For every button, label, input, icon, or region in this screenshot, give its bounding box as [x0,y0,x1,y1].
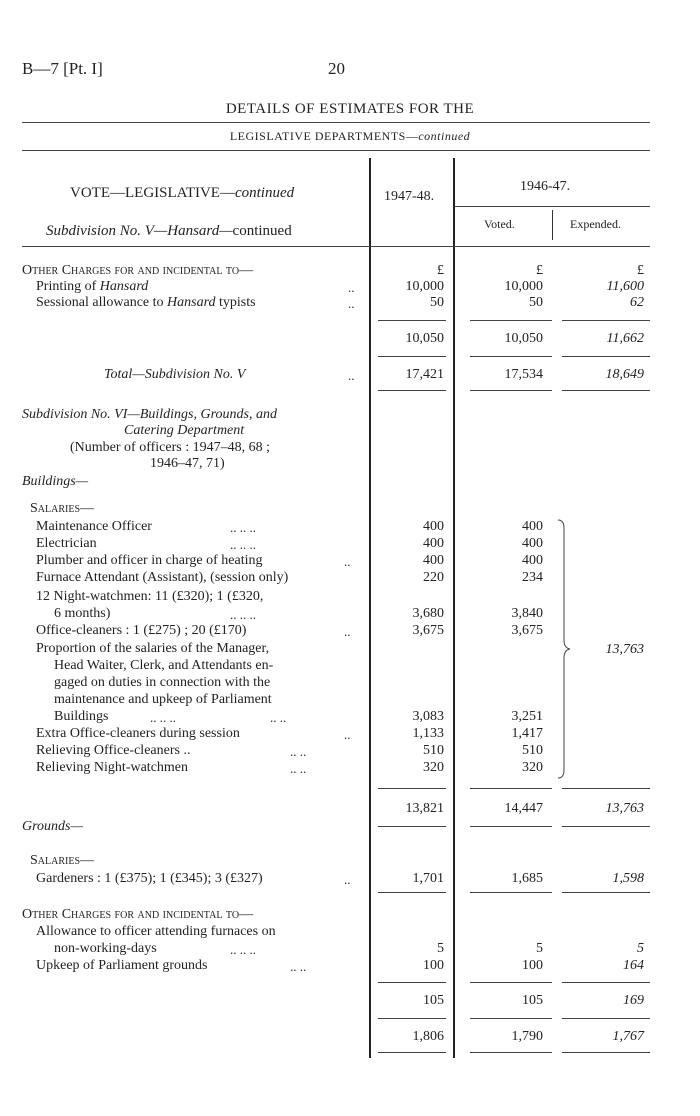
col-expended-header: Expended. [570,217,621,231]
leader-dots: .. [348,368,355,383]
salaries-heading: Salaries— [30,501,95,516]
leader-dots: .. .. .. [230,942,256,957]
row-label: Relieving Office-cleaners .. [36,743,191,758]
subdivision-v-1947: 17,421 [405,367,444,382]
sum-rule [378,892,446,893]
leader-dots: .. .. .. [150,710,176,725]
header-bottom-rule [22,246,650,247]
sum-rule [562,982,650,983]
sum-rule [378,1018,446,1019]
grounds-total-expended: 1,767 [612,1029,644,1044]
gardeners-voted: 1,685 [511,871,543,886]
value-1947: 3,083 [412,709,444,724]
allowance-1947: 5 [437,941,444,956]
leader-dots: .. [344,727,351,742]
title-rule [22,122,650,123]
sum-rule [470,1052,552,1053]
value-voted: 400 [522,519,543,534]
buildings-total-voted: 14,447 [504,801,543,816]
gardeners-1947: 1,701 [412,871,444,886]
sum-rule [562,356,650,357]
allowance-label-continued: non-working-days [54,941,157,956]
row-label-continued: Head Waiter, Clerk, and Attendants en- [54,658,274,673]
sum-rule [378,356,446,357]
leader-dots: .. [348,280,355,295]
value-expended: 11,600 [606,279,644,294]
row-label: Electrician [36,536,97,551]
sum-rule [470,826,552,827]
row-label: Sessional allowance to Hansard typists [36,295,256,310]
currency-voted: £ [536,263,543,278]
upkeep-voted: 100 [522,958,543,973]
subdivision-v-voted: 17,534 [504,367,543,382]
value-voted: 234 [522,570,543,585]
subtitle-rule [22,150,650,151]
buildings-total-expended: 13,763 [605,801,644,816]
grounds-salaries-heading: Salaries— [30,853,95,868]
buildings-total-1947: 13,821 [405,801,444,816]
sum-rule [378,788,446,789]
col-1947-header: 1947-48. [384,189,435,204]
sum-rule [378,320,446,321]
gardeners-expended: 1,598 [612,871,644,886]
sum-rule [470,788,552,789]
leader-dots: .. .. .. [230,537,256,552]
value-voted: 400 [522,536,543,551]
value-1947: 400 [423,519,444,534]
document-reference: B—7 [Pt. I] [22,59,103,78]
leader-dots: .. .. [290,761,307,776]
sum-rule [562,320,650,321]
leader-dots: .. [344,554,351,569]
column-rule-middle [453,158,455,1058]
column-rule-voted [552,210,553,240]
row-label: 12 Night-watchmen: 11 (£320); 1 (£320, [36,589,264,604]
row-label: Office-cleaners : 1 (£275) ; 20 (£170) [36,623,247,638]
value-1947: 400 [423,553,444,568]
page-subtitle: LEGISLATIVE DEPARTMENTS—continued [229,129,471,143]
row-label: Maintenance Officer [36,519,152,534]
leader-dots: .. .. [270,710,287,725]
value-1947: 50 [430,295,444,310]
value-1947: 1,133 [412,726,444,741]
value-voted: 10,000 [504,279,543,294]
grounds-other-charges-heading: Other Charges for and incidental to— [22,907,254,922]
sum-rule [378,826,446,827]
leader-dots: .. .. [290,744,307,759]
allowance-label: Allowance to officer attending furnaces on [36,924,276,939]
gardeners-label: Gardeners : 1 (£375); 1 (£345); 3 (£327) [36,871,263,886]
value-voted: 510 [522,743,543,758]
header-rule [455,206,650,207]
currency-expended: £ [637,263,644,278]
allowance-expended: 5 [637,941,644,956]
bracket-expended-value: 13,763 [605,642,644,657]
value-1947: 220 [423,570,444,585]
subdivision-vi-heading: Subdivision No. VI—Buildings, Grounds, and [22,407,277,422]
value-voted: 3,840 [511,606,543,621]
value-voted: 3,675 [511,623,543,638]
vote-heading: VOTE—LEGISLATIVE—continued [70,185,295,201]
row-label-continued: gaged on duties in connection with the [54,675,271,690]
other-total-expended: 169 [623,993,644,1008]
value-1947: 320 [423,760,444,775]
sum-rule [470,390,552,391]
col-voted-header: Voted. [484,217,515,231]
value-voted: 3,251 [511,709,543,724]
row-label-continued: 6 months) [54,606,111,621]
upkeep-label: Upkeep of Parliament grounds [36,958,208,973]
sum-rule [378,1052,446,1053]
subdivision-v-total-label: Total—Subdivision No. V [104,367,246,382]
grounds-heading: Grounds— [22,819,83,834]
total-expended: 11,662 [606,331,644,346]
page-title: DETAILS OF ESTIMATES FOR THE [225,101,475,117]
row-label-continued: Buildings [54,709,109,724]
value-1947: 510 [423,743,444,758]
sum-rule [470,892,552,893]
sum-rule [562,892,650,893]
officer-count-line2: 1946–47, 71) [150,456,225,471]
grounds-total-1947: 1,806 [412,1029,444,1044]
sum-rule [378,982,446,983]
upkeep-1947: 100 [423,958,444,973]
sum-rule [470,320,552,321]
subdivision-vi-heading-line2: Catering Department [124,423,245,438]
other-total-1947: 105 [423,993,444,1008]
sum-rule [470,1018,552,1019]
value-voted: 1,417 [511,726,543,741]
sum-rule [562,1052,650,1053]
subdivision-heading: Subdivision No. V—Hansard—continued [46,223,292,239]
row-label-continued: maintenance and upkeep of Parliament [54,692,272,707]
leader-dots: .. [348,296,355,311]
value-voted: 400 [522,553,543,568]
value-expended: 62 [630,295,644,310]
row-label: Printing of Hansard [36,279,149,294]
value-1947: 3,680 [412,606,444,621]
subdivision-v-expended: 18,649 [605,367,644,382]
grounds-total-voted: 1,790 [511,1029,543,1044]
page-number: 20 [328,59,345,78]
total-voted: 10,050 [504,331,543,346]
total-1947: 10,050 [405,331,444,346]
sum-rule [562,788,650,789]
sum-rule [378,390,446,391]
sum-rule [562,1018,650,1019]
other-charges-heading: Other Charges for and incidental to— [22,263,254,278]
row-label: Proportion of the salaries of the Manager, [36,641,270,656]
sum-rule [562,826,650,827]
row-label: Relieving Night-watchmen [36,760,189,775]
row-label: Furnace Attendant (Assistant), (session only) [36,570,289,585]
value-voted: 320 [522,760,543,775]
leader-dots: .. .. .. [230,607,256,622]
value-voted: 50 [529,295,543,310]
value-1947: 10,000 [405,279,444,294]
buildings-heading: Buildings— [22,474,89,489]
currency-1947: £ [437,263,444,278]
leader-dots: .. [344,624,351,639]
row-label: Plumber and officer in charge of heating [36,553,263,568]
value-1947: 400 [423,536,444,551]
row-label: Extra Office-cleaners during session [36,726,240,741]
officer-count: (Number of officers : 1947–48, 68 ; [70,440,270,455]
column-rule-left [369,158,371,1058]
value-1947: 3,675 [412,623,444,638]
leader-dots: .. .. .. [230,520,256,535]
leader-dots: .. [344,872,351,887]
sum-rule [470,982,552,983]
sum-rule [562,390,650,391]
leader-dots: .. .. [290,959,307,974]
sum-rule [470,356,552,357]
other-total-voted: 105 [522,993,543,1008]
upkeep-expended: 164 [623,958,644,973]
col-1946-header: 1946-47. [520,179,571,194]
allowance-voted: 5 [536,941,543,956]
